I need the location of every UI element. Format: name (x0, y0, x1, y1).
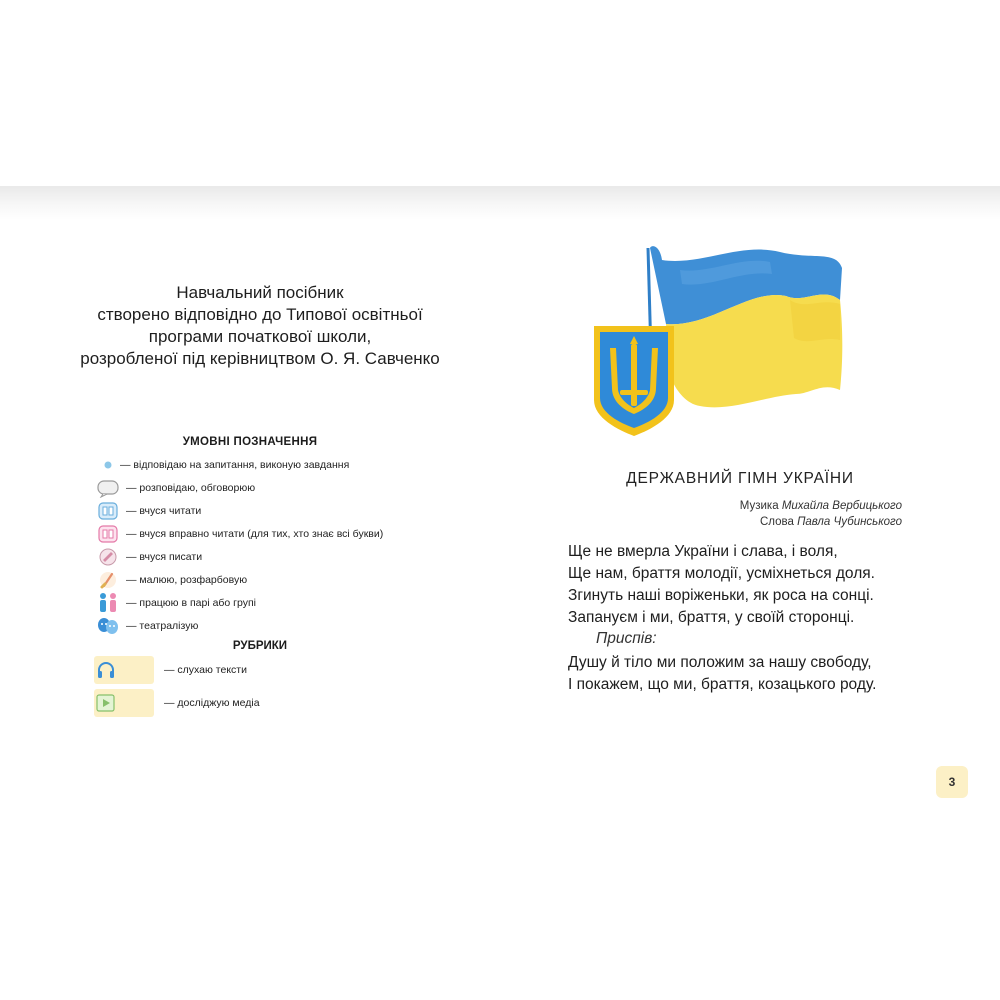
words-credit (600, 516, 902, 528)
legend-item-label: — театралізую (126, 620, 199, 632)
words-author: Павла Чубинського (797, 516, 902, 528)
legend-item-label: — вчуся писати (126, 551, 203, 563)
legend-item-label: — малюю, розфарбовую (126, 574, 248, 586)
ukrainian-flag-icon (590, 240, 850, 440)
rubrics-title: РУБРИКИ (232, 640, 288, 652)
anthem-title: ДЕРЖАВНИЙ ГІМН УКРАЇНИ (626, 470, 854, 487)
flag-illustration (590, 240, 850, 440)
chorus-label: Приспів: (596, 630, 657, 647)
chorus-line: І покажем, що ми, браття, козацького роду. (568, 676, 877, 693)
intro-line: Навчальний посібник (176, 283, 344, 302)
legend-title: УМОВНІ ПОЗНАЧЕННЯ (182, 436, 318, 448)
intro-text (40, 282, 480, 370)
legend-item (96, 477, 255, 499)
theater-masks-icon (96, 615, 120, 637)
legend-item-label: — відповідаю на запитання, виконую завдання (120, 459, 350, 471)
intro-line: створено відповідно до Типової освітньої (97, 305, 423, 324)
headphones-icon (96, 660, 116, 680)
brush-icon (96, 569, 120, 591)
pencil-icon (96, 546, 120, 568)
legend-item (96, 569, 247, 591)
play-icon (96, 693, 116, 713)
legend-item-label: — вчуся вправно читати (для тих, хто знає всі букви) (126, 528, 384, 540)
dot-icon (96, 454, 120, 476)
page-number: 3 (936, 766, 968, 798)
anthem-verse (568, 541, 898, 629)
rubric-box (94, 689, 154, 717)
rubric-item (94, 689, 260, 717)
spread-top-shadow (0, 186, 1000, 220)
rubric-item-label: — слухаю тексти (164, 664, 247, 676)
pair-icon (96, 592, 120, 614)
verse-line: Згинуть наші воріженьки, як роса на сонці. (568, 587, 874, 604)
open-book-icon (96, 523, 120, 545)
legend-item (96, 592, 256, 614)
legend-item (96, 500, 201, 522)
legend-item-label: — вчуся читати (126, 505, 202, 517)
legend-item-label: — працюю в парі або групі (126, 597, 257, 609)
legend-item (96, 615, 198, 637)
rubric-item (94, 656, 247, 684)
legend-item (96, 454, 349, 476)
legend-item (96, 523, 383, 545)
intro-line: розробленої під керівництвом О. Я. Савченко (80, 349, 440, 368)
legend-item-label: — розповідаю, обговорюю (126, 482, 256, 494)
rubric-box (94, 656, 154, 684)
chorus-line: Душу й тіло ми положим за нашу свободу, (568, 654, 872, 671)
speech-bubble-icon (96, 477, 120, 499)
verse-line: Ще не вмерла України і слава, і воля, (568, 543, 838, 560)
music-prefix: Музика (739, 500, 782, 512)
intro-line: програми початкової школи, (148, 327, 372, 346)
music-author: Михайла Вербицького (781, 500, 902, 512)
anthem-chorus (568, 652, 898, 696)
music-credit (600, 500, 902, 512)
legend-item (96, 546, 202, 568)
verse-line: Ще нам, браття молодії, усміхнеться доля. (568, 565, 875, 582)
verse-line: Запануєм і ми, браття, у своїй сторонці. (568, 609, 855, 626)
rubric-item-label: — досліджую медіа (164, 697, 260, 709)
book-icon (96, 500, 120, 522)
words-prefix: Слова (759, 516, 798, 528)
